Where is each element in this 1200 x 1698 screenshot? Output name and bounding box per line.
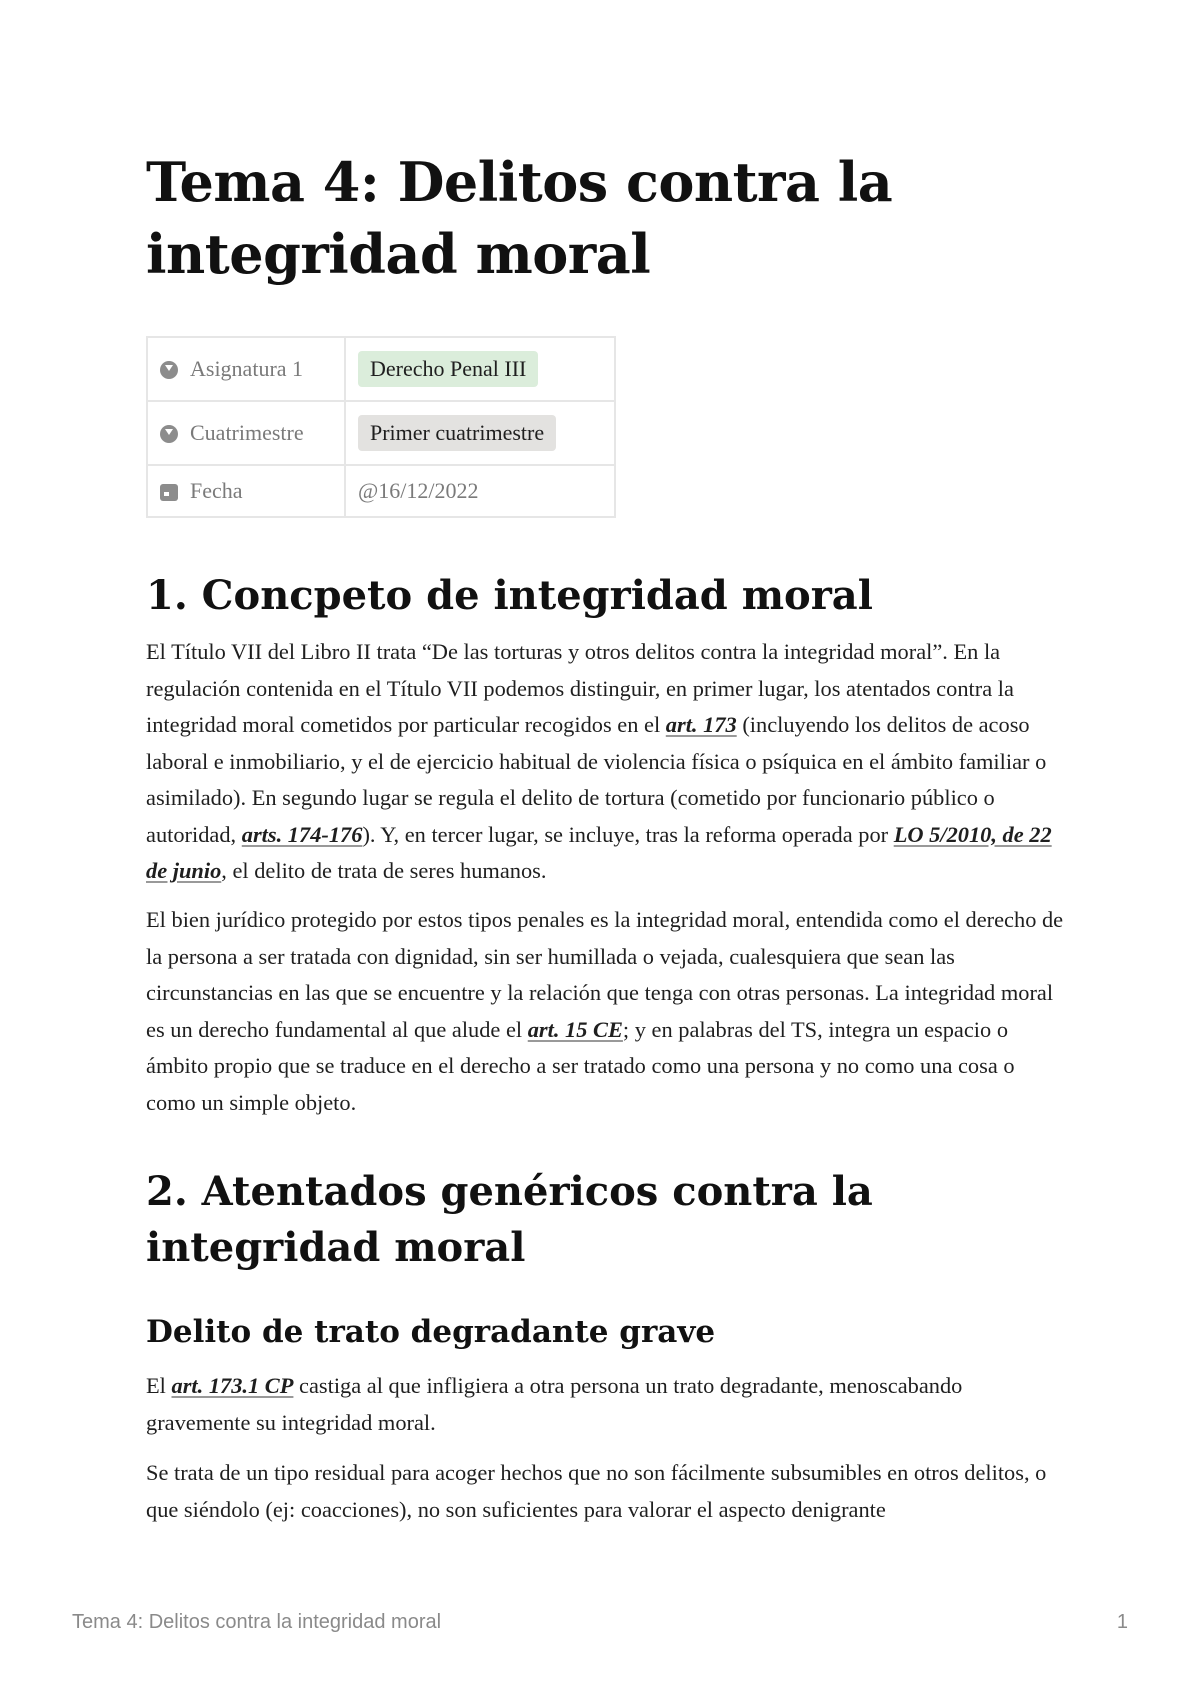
- link-art-173-1-cp[interactable]: art. 173.1 CP: [171, 1373, 294, 1398]
- property-row-asignatura: [147, 337, 615, 401]
- paragraph-1: El Título VII del Libro II trata “De las torturas y otros delitos contra la integridad moral”. En la regulación contenida en el Título VII podemos distinguir, en primer lugar, los atentados contra la integridad moral cometidos por particular recogidos en el art. 173 (incluyendo los delitos de acoso laboral e inmobiliario, y el de ejercicio habitual de violencia física o psíquica en el ámbito familiar o asimilado). En segundo lugar se regula el delito de tortura (cometido por funcionario público o autoridad, arts. 174-176). Y, en tercer lugar, se incluye, tras la reforma operada por LO 5/2010, de 22 de junio, el delito de trata de seres humanos.: [146, 639, 1052, 883]
- link-arts-174-176[interactable]: arts. 174-176: [241, 821, 363, 847]
- property-label-fecha: Fecha: [190, 478, 243, 503]
- link-art-173[interactable]: art. 173: [665, 712, 737, 737]
- link-lo-5-2010[interactable]: LO 5/2010, de 22 de junio: [146, 821, 1052, 883]
- properties-table: [146, 336, 616, 518]
- property-label-asignatura: Asignatura 1: [190, 356, 304, 381]
- link-art-15-ce[interactable]: art. 15 CE: [527, 1016, 623, 1042]
- select-property-icon: [160, 361, 178, 379]
- section-heading-2: 2. Atentados genéricos contra la integridad moral: [146, 1168, 873, 1271]
- property-label-cuatrimestre: Cuatrimestre: [190, 420, 304, 445]
- subsection-heading: Delito de trato degradante grave: [146, 1314, 716, 1350]
- page-title: Tema 4: Delitos contra la integridad moral: [146, 150, 893, 286]
- select-property-icon: [160, 425, 178, 443]
- property-row-fecha: [147, 465, 615, 517]
- paragraph-4: Se trata de un tipo residual para acoger hechos que no son fácilmente subsumibles en otros delitos, o que siéndolo (ej: coacciones), no son suficientes para valorar el aspecto denigrante: [146, 1460, 1047, 1522]
- tag-cuatrimestre[interactable]: Primer cuatrimestre: [358, 415, 556, 451]
- paragraph-3: El art. 173.1 CP castiga al que infligiera a otra persona un trato degradante, menoscabando gravemente su integridad moral.: [146, 1373, 963, 1435]
- page-number: 1: [1116, 1611, 1128, 1633]
- tag-derecho-penal[interactable]: Derecho Penal III: [358, 351, 538, 387]
- footer-title: Tema 4: Delitos contra la integridad moral: [72, 1611, 442, 1633]
- property-value-fecha[interactable]: @16/12/2022: [345, 465, 615, 517]
- section-heading-1: 1. Concpeto de integridad moral: [146, 572, 873, 619]
- paragraph-2: El bien jurídico protegido por estos tipos penales es la integridad moral, entendida como el derecho de la persona a ser tratada con dignidad, sin ser humillada o vejada, cualesquiera que sean las circunstancias en las que se encuentre y la relación que tenga con otras personas. La integridad moral es un derecho fundamental al que alude el art. 15 CE; y en palabras del TS, integra un espacio o ámbito propio que se traduce en el derecho a ser tratado como una persona y no como una cosa o como un simple objeto.: [146, 907, 1064, 1115]
- property-row-cuatrimestre: [147, 401, 615, 465]
- calendar-icon: [160, 484, 178, 501]
